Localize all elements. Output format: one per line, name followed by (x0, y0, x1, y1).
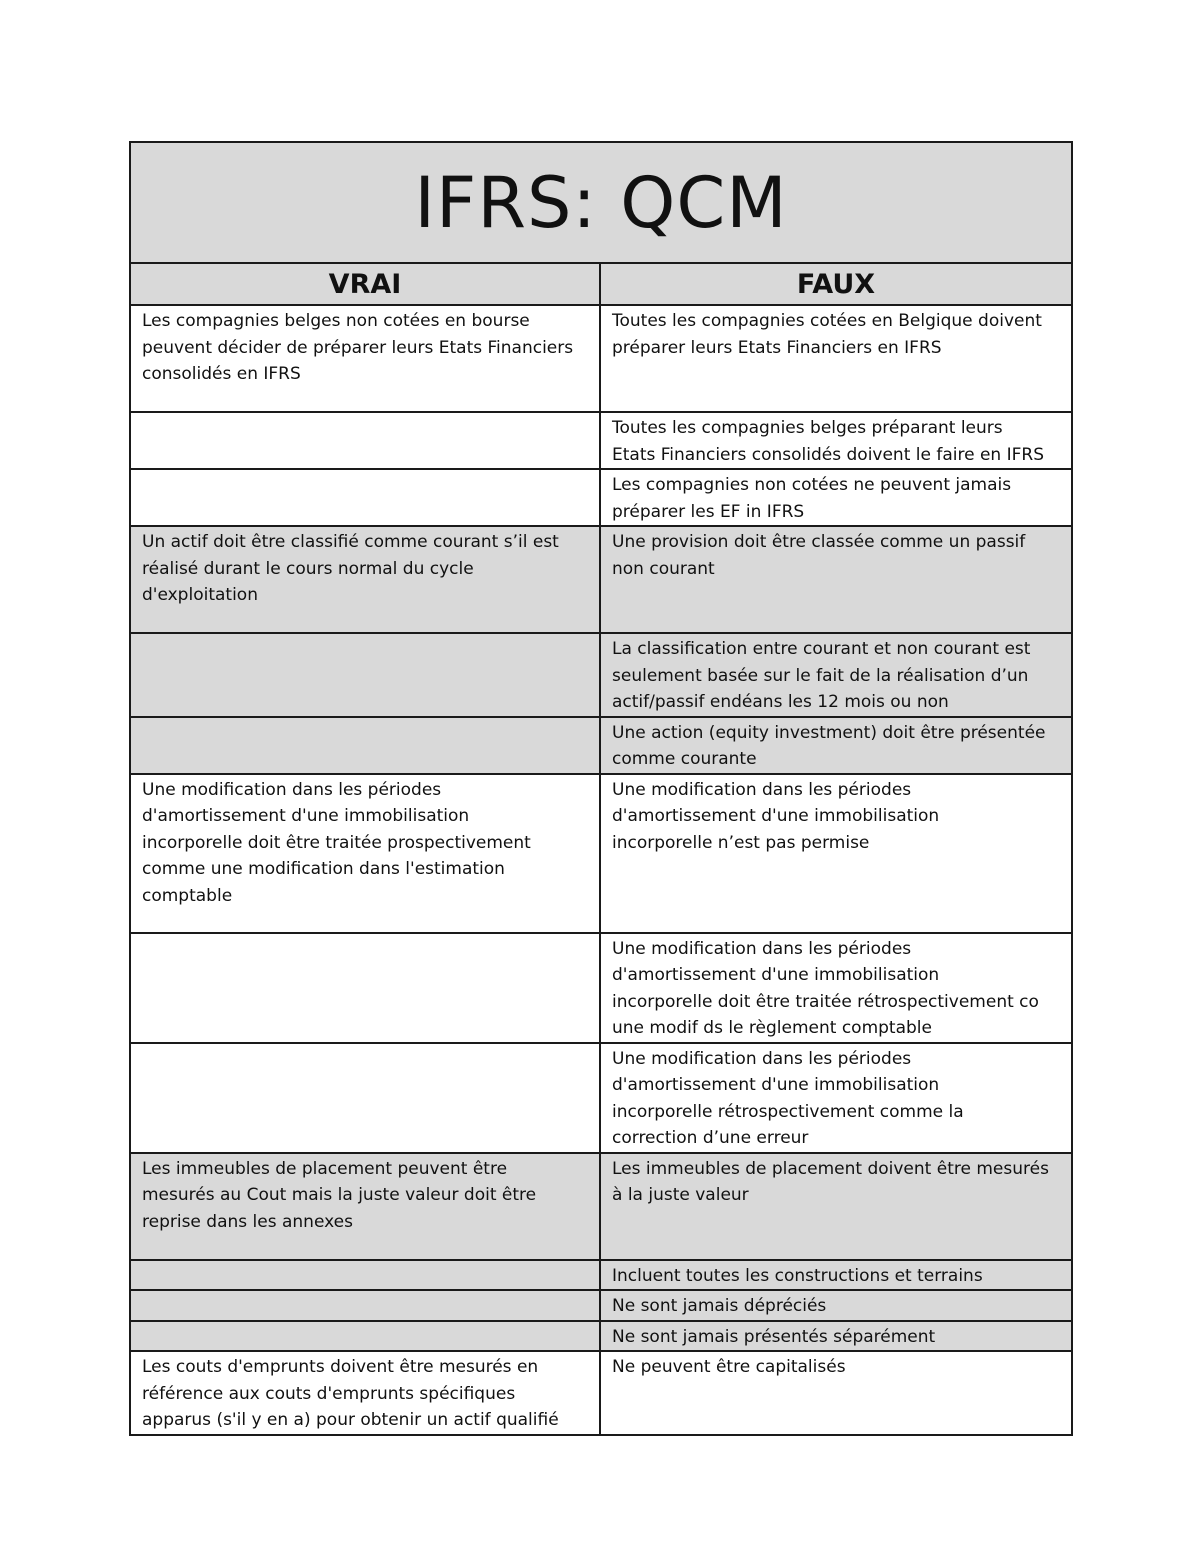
cell-faux: Une action (equity investment) doit être présentée comme courante (600, 717, 1072, 774)
cell-vrai (130, 1260, 600, 1291)
table-row (130, 633, 1072, 717)
cell-faux: Ne sont jamais présentés séparément (600, 1321, 1072, 1352)
table-row (130, 1290, 1072, 1321)
cell-faux: Une provision doit être classée comme un passif non courant (600, 526, 1072, 633)
qcm-table (129, 141, 1073, 1436)
table-row (130, 526, 1072, 633)
cell-vrai: Une modification dans les périodes d'amortissement d'une immobilisation incorporelle doit être traitée prospectivement comme une modification dans l'estimation comptable (130, 774, 600, 933)
cell-faux: Ne sont jamais dépréciés (600, 1290, 1072, 1321)
cell-faux: Incluent toutes les constructions et terrains (600, 1260, 1072, 1291)
cell-vrai (130, 1043, 600, 1153)
cell-vrai (130, 933, 600, 1043)
cell-faux: Une modification dans les périodes d'amortissement d'une immobilisation incorporelle n’est pas permise (600, 774, 1072, 933)
table-row (130, 412, 1072, 469)
cell-vrai (130, 1321, 600, 1352)
table-row (130, 1260, 1072, 1291)
cell-vrai (130, 412, 600, 469)
table-row (130, 1043, 1072, 1153)
table-row (130, 1321, 1072, 1352)
cell-faux: Les immeubles de placement doivent être mesurés à la juste valeur (600, 1153, 1072, 1260)
header-row (130, 263, 1072, 305)
cell-faux: Les compagnies non cotées ne peuvent jamais préparer les EF in IFRS (600, 469, 1072, 526)
column-header-vrai: VRAI (130, 263, 600, 305)
table-row (130, 774, 1072, 933)
cell-vrai (130, 1290, 600, 1321)
cell-faux: Toutes les compagnies cotées en Belgique doivent préparer leurs Etats Financiers en IFRS (600, 305, 1072, 412)
cell-vrai: Les couts d'emprunts doivent être mesurés en référence aux couts d'emprunts spécifiques apparus (s'il y en a) pour obtenir un actif qualifié (130, 1351, 600, 1435)
cell-vrai (130, 469, 600, 526)
table-row (130, 933, 1072, 1043)
cell-faux: La classification entre courant et non courant est seulement basée sur le fait de la réalisation d’un actif/passif endéans les 12 mois ou non (600, 633, 1072, 717)
column-header-faux: FAUX (600, 263, 1072, 305)
cell-vrai: Un actif doit être classifié comme courant s’il est réalisé durant le cours normal du cycle d'exploitation (130, 526, 600, 633)
cell-faux: Toutes les compagnies belges préparant leurs Etats Financiers consolidés doivent le faire en IFRS (600, 412, 1072, 469)
title-row (130, 142, 1072, 263)
table-row (130, 1153, 1072, 1260)
cell-vrai: Les compagnies belges non cotées en bourse peuvent décider de préparer leurs Etats Financiers consolidés en IFRS (130, 305, 600, 412)
table-row (130, 305, 1072, 412)
cell-vrai (130, 717, 600, 774)
cell-vrai (130, 633, 600, 717)
cell-vrai: Les immeubles de placement peuvent être mesurés au Cout mais la juste valeur doit être reprise dans les annexes (130, 1153, 600, 1260)
cell-faux: Une modification dans les périodes d'amortissement d'une immobilisation incorporelle rétrospectivement comme la correction d’une erreur (600, 1043, 1072, 1153)
cell-faux: Une modification dans les périodes d'amortissement d'une immobilisation incorporelle doit être traitée rétrospectivement co une modif ds le règlement comptable (600, 933, 1072, 1043)
page-title: IFRS: QCM (130, 142, 1072, 263)
table-row (130, 717, 1072, 774)
table-row (130, 469, 1072, 526)
cell-faux: Ne peuvent être capitalisés (600, 1351, 1072, 1435)
table-row (130, 1351, 1072, 1435)
